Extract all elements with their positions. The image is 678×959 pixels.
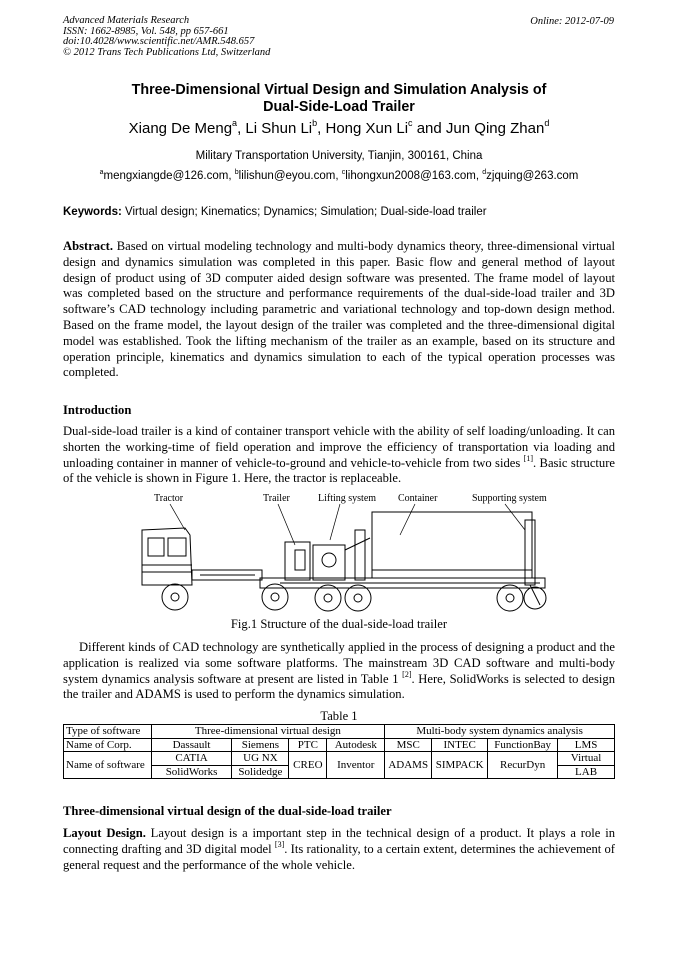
journal-name: Advanced Materials Research (63, 15, 190, 26)
table-row (64, 752, 615, 766)
trailer-frame-drawing (260, 578, 546, 611)
author: Jun Qing Zhan (445, 120, 545, 137)
abstract-text: Based on virtual modeling technology and multi-body dynamics theory, three-dimensional virtual design and dynamics simulation was completed in this paper. Basic flow and general method of layout design of product using of 3D computer aided design software was presented. The frame model of layout was completed based on the structure and performance requirements of the dual-side-load trailer and 3D software’s CAD technology including parametric and variational technology and top-down design method. Based on the frame model, the layout design of the trailer was completed and the three-dimensional digital model was established. Took the lifting mechanism of the trailer as an example, based on its structure and operation principle, kinematics and dynamics simulation to each of the typical operation processes was completed. (63, 239, 615, 380)
table-cell: PTC (289, 738, 327, 752)
citation: [2] (402, 669, 412, 679)
tractor-drawing (142, 528, 288, 610)
email-sup: b (234, 169, 239, 176)
author: Hong Xun Li (325, 120, 409, 137)
copyright-line: © 2012 Trans Tech Publications Ltd, Switzerland (63, 46, 271, 58)
paper-title (63, 82, 615, 116)
author-sep: and (412, 120, 446, 137)
layout-text-2: . Its rationality, to a certain extent, determines the achievement of general request and the performance of the whole vehicle. (63, 841, 616, 872)
figure-caption: Fig.1 Structure of the dual-side-load trailer (230, 617, 448, 631)
section-heading-introduction: Introduction (63, 403, 132, 417)
email-link[interactable]: lilishun@eyou.com (238, 170, 336, 182)
keywords-label: Keywords: (63, 206, 122, 218)
table-cell: Solidedge (232, 765, 289, 779)
author-sup: d (544, 118, 550, 128)
figure-label-container: Container (398, 493, 438, 504)
email-list: $^a$mengxiangde@126.com, $^b$lilishun@eyou.com, $^c$lihongxun2008@163.com, $^d$zjquing@263.com (99, 169, 579, 182)
intro-paragraph (63, 424, 615, 487)
affiliation: Military Transportation University, Tianjin, 300161, China (195, 150, 483, 162)
figure-label-supporting-system: Supporting system (472, 493, 547, 504)
table-cell: INTEC (432, 738, 488, 752)
container-drawing (372, 512, 532, 578)
table-cell: Name of software (64, 752, 152, 779)
software-table (63, 724, 615, 779)
table-cell: Dassault (151, 738, 232, 752)
title-line-1: Three-Dimensional Virtual Design and Simulation Analysis of (131, 82, 547, 98)
cad-text-2: . Here, SolidWorks is selected to design the trailer and ADAMS is used to perform the dynamics simulation. (63, 671, 615, 702)
citation: [1] (523, 453, 533, 463)
abstract (63, 239, 615, 381)
intro-text: Dual-side-load trailer is a kind of container transport vehicle with the ability of self loading/unloading. It can shorten the working-time of field operation and improve the efficiency of transportation via loading and unloading container in manner of vehicle-to-ground and vehicle-to-vehicle from two sides (63, 424, 615, 470)
doi-line: doi:10.4028/www.scientific.net/AMR.548.657 (63, 36, 255, 48)
cad-paragraph (63, 640, 615, 703)
table-cell: Name of Corp. (64, 738, 152, 752)
table-caption: Table 1 (320, 709, 358, 723)
email-link[interactable]: zjquing@263.com (486, 170, 579, 182)
section-heading-design: Three-dimensional virtual design of the dual-side-load trailer (63, 804, 392, 818)
author-list (63, 120, 615, 138)
abstract-label: Abstract. (63, 239, 114, 253)
issn-line: ISSN: 1662-8985, Vol. 548, pp 657-661 (63, 25, 229, 37)
table-cell: SIMPACK (432, 752, 488, 779)
table-cell: Type of software (64, 725, 152, 739)
author: Xiang De Meng (128, 120, 233, 137)
email-link[interactable]: lihongxun2008@163.com (345, 170, 476, 182)
author-sep: , (317, 120, 326, 137)
email-sup: d (482, 169, 487, 176)
author-sup: a (232, 118, 238, 128)
keywords (63, 206, 487, 218)
table-cell: SolidWorks (151, 765, 232, 779)
layout-paragraph (63, 826, 615, 873)
online-date: Online: 2012-07-09 (530, 16, 614, 27)
figure-label-trailer: Trailer (263, 493, 290, 504)
author-sep: , (237, 120, 246, 137)
table-cell: RecurDyn (488, 752, 558, 779)
cad-text: Different kinds of CAD technology are synthetically applied in the process of designing a product and the application is realized via some software platforms. The mainstream 3D CAD software and multi-body system dynamics analysis software at present are listed in Table 1 (63, 640, 615, 686)
table-cell: MSC (385, 738, 432, 752)
leader-lines (170, 504, 525, 545)
table-cell: Inventor (327, 752, 385, 779)
table-cell: Three-dimensional virtual design (151, 725, 385, 739)
email-link[interactable]: mengxiangde@126.com (103, 170, 229, 182)
table-cell: CATIA (151, 752, 232, 766)
figure-label-tractor: Tractor (154, 493, 184, 504)
table-row (64, 738, 615, 752)
table-cell: LAB (558, 765, 615, 779)
author-sup: c (408, 118, 413, 128)
table-cell: FunctionBay (488, 738, 558, 752)
citation: [3] (274, 839, 285, 849)
table-cell: CREO (289, 752, 327, 779)
email-sup: a (99, 169, 104, 176)
author: Li Shun Li (245, 120, 313, 137)
lifting-system-drawing (285, 530, 370, 580)
table-cell: Virtual (558, 752, 615, 766)
table-cell: Autodesk (327, 738, 385, 752)
trailer-figure (130, 490, 550, 615)
author-sup: b (312, 118, 318, 128)
table-row (64, 725, 615, 739)
keywords-text: Virtual design; Kinematics; Dynamics; Simulation; Dual-side-load trailer (121, 206, 487, 218)
email-sup: c (341, 169, 346, 176)
table-cell: UG NX (232, 752, 289, 766)
table-cell: Multi-body system dynamics analysis (385, 725, 615, 739)
journal-header (63, 16, 270, 58)
layout-text: Layout design is a important step in the technical design of a product. It plays a role in connecting drafting and 3D digital model (63, 826, 616, 856)
intro-text-2: . Basic structure of the vehicle is shown in Figure 1. Here, the tractor is replaceable. (63, 455, 615, 486)
title-line-2: Dual-Side-Load Trailer (263, 99, 415, 115)
table-cell: ADAMS (385, 752, 432, 779)
figure-label-lifting-system: Lifting system (318, 493, 377, 504)
layout-label: Layout Design. (63, 826, 146, 840)
table-cell: Siemens (232, 738, 289, 752)
table-cell: LMS (558, 738, 615, 752)
